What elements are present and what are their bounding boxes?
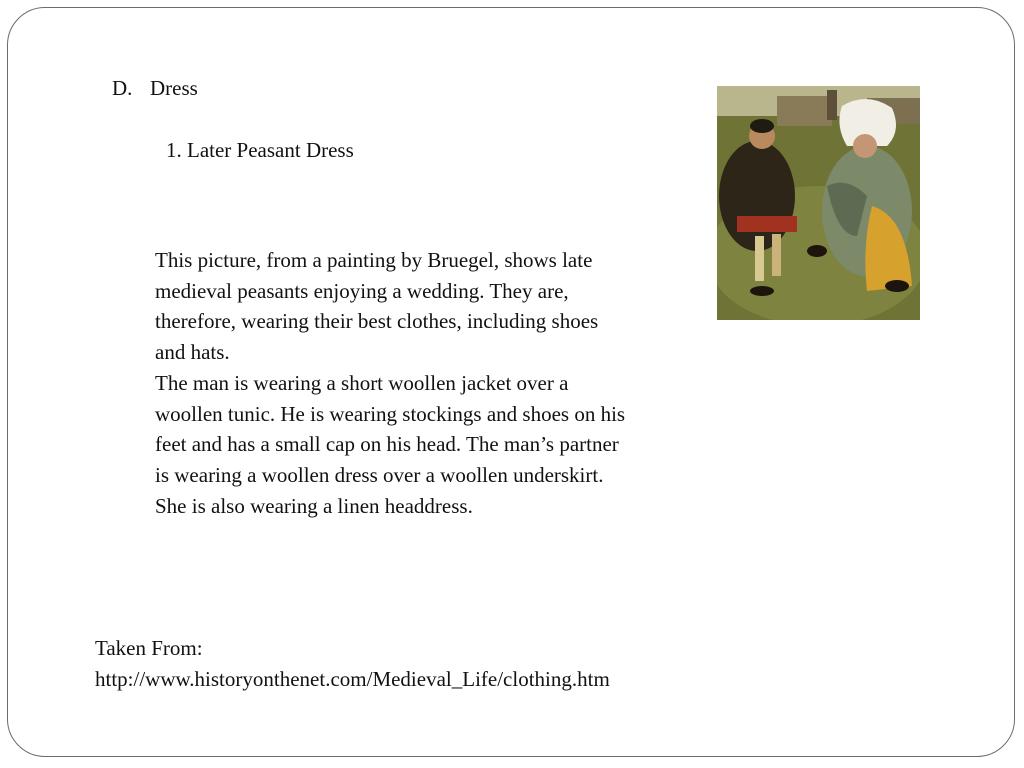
section-title: Dress xyxy=(150,76,198,100)
paragraph-picture-intro: This picture, from a painting by Bruegel, shows late medieval peasants enjoying a wedding. They are, therefore, wearing their best clothes, including shoes and hats. xyxy=(155,248,599,365)
painting-illustration xyxy=(717,86,920,320)
paragraph-clothing-detail: The man is wearing a short woollen jacket over a woollen tunic. He is wearing stockings and shoes on his feet and has a small cap on his head. The man’s partner is wearing a woollen dress over a woollen underskirt. She is also wearing a linen headdress. xyxy=(155,370,626,518)
section-marker: D. xyxy=(112,76,133,100)
source-label: Taken From: xyxy=(95,636,203,660)
subsection-heading: 1. Later Peasant Dress xyxy=(166,138,354,162)
bruegel-painting-image xyxy=(717,86,920,320)
description-text xyxy=(155,245,685,521)
section-heading xyxy=(112,76,198,100)
source-url: http://www.historyonthenet.com/Medieval_Life/clothing.htm xyxy=(95,667,610,691)
source-citation xyxy=(95,633,610,695)
